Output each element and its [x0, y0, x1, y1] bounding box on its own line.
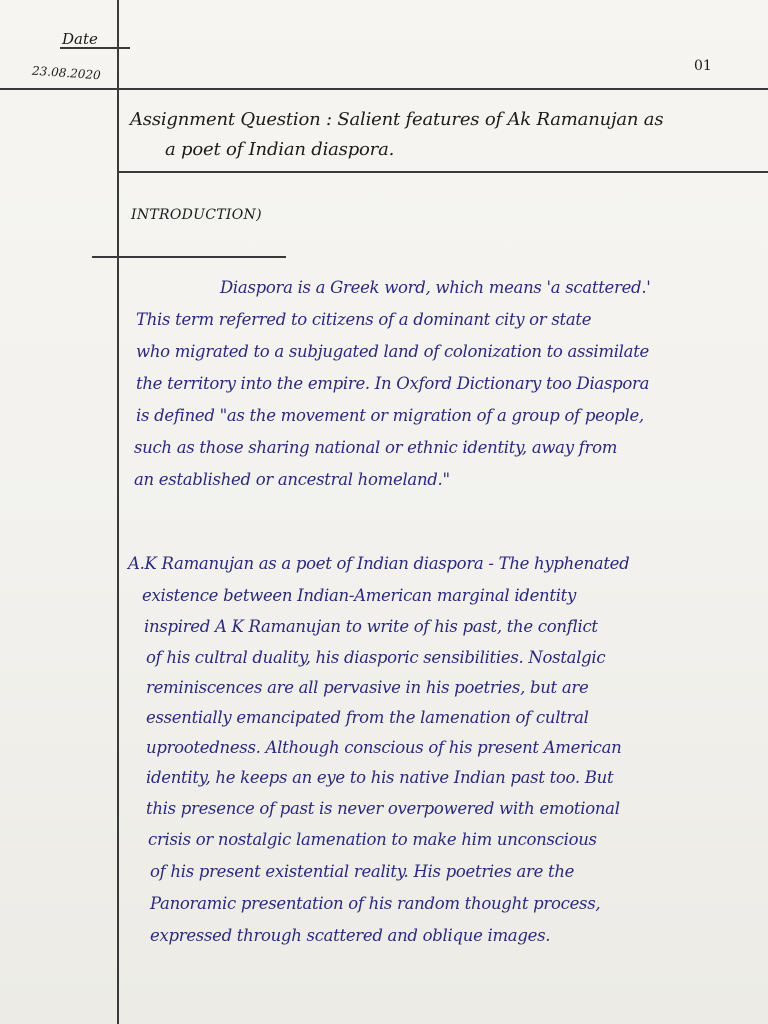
paragraph-1-line: This term referred to citizens of a dominant city or state: [136, 310, 592, 329]
paragraph-2-line: uprootedness. Although conscious of his present American: [146, 738, 622, 757]
date-value: 23.08.2020: [31, 63, 102, 83]
paragraph-2-line: of his cultral duality, his diasporic sensibilities. Nostalgic: [146, 648, 606, 667]
intro-rule: [92, 256, 286, 258]
paragraph-2-line: of his present existential reality. His poetries are the: [150, 862, 575, 881]
paragraph-2-line: A.K Ramanujan as a poet of Indian diaspora - The hyphenated: [128, 554, 630, 573]
paragraph-1-line: the territory into the empire. In Oxford Dictionary too Diaspora: [136, 374, 650, 393]
intro-heading: INTRODUCTION): [131, 207, 262, 223]
page-number: 01: [694, 58, 712, 74]
paragraph-2-line: identity, he keeps an eye to his native Indian past too. But: [146, 768, 614, 787]
paragraph-1-line: an established or ancestral homeland.": [134, 470, 450, 489]
question-line-1: Assignment Question : Salient features of Ak Ramanujan as: [130, 109, 664, 130]
paragraph-2-line: expressed through scattered and oblique images.: [150, 926, 551, 945]
paragraph-2-line: reminiscences are all pervasive in his poetries, but are: [146, 678, 589, 697]
paragraph-1-line: Diaspora is a Greek word, which means 'a scattered.': [220, 278, 651, 297]
paragraph-2-line: existence between Indian-American marginal identity: [142, 586, 577, 605]
paragraph-2-line: crisis or nostalgic lamenation to make him unconscious: [148, 830, 597, 849]
paragraph-1-line: who migrated to a subjugated land of colonization to assimilate: [136, 342, 649, 361]
paragraph-1-line: is defined "as the movement or migration of a group of people,: [136, 406, 644, 425]
paragraph-2-line: this presence of past is never overpowered with emotional: [146, 799, 620, 818]
date-label: Date: [62, 30, 98, 48]
paragraph-2-line: inspired A K Ramanujan to write of his past, the conflict: [144, 617, 598, 636]
question-rule: [117, 171, 768, 173]
paragraph-2-line: Panoramic presentation of his random thought process,: [150, 894, 601, 913]
margin-rule: [117, 0, 119, 1024]
question-line-2: a poet of Indian diaspora.: [165, 139, 395, 160]
header-rule: [0, 88, 768, 90]
paragraph-1-line: such as those sharing national or ethnic identity, away from: [134, 438, 618, 457]
paragraph-2-line: essentially emancipated from the lamenation of cultral: [146, 708, 589, 727]
